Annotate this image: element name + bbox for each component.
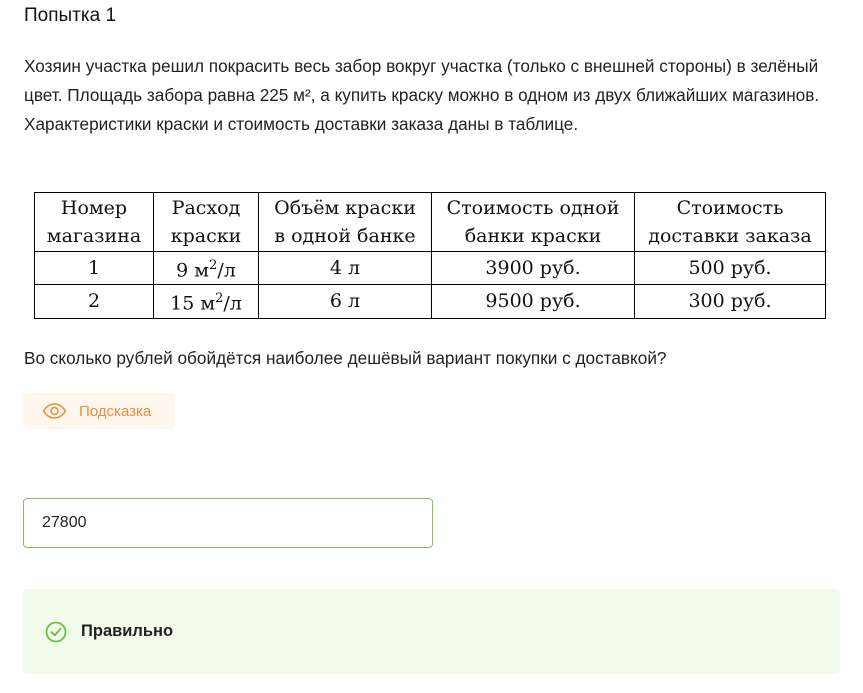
cell-price: 3900 руб. — [432, 252, 635, 285]
cell-price: 9500 руб. — [432, 285, 635, 318]
cell-delivery: 500 руб. — [635, 252, 826, 285]
cell-consumption: 15 $м^2/л$ — [154, 285, 259, 318]
hint-button[interactable] — [23, 393, 175, 429]
cell-store: 2 — [35, 285, 154, 318]
header-price: Стоимость одной банки краски — [432, 193, 635, 252]
header-delivery: Стоимость доставки заказа — [635, 193, 826, 252]
attempt-title: Попытка 1 — [24, 5, 117, 26]
cell-volume: 4 л — [259, 252, 432, 285]
cell-delivery: 300 руб. — [635, 285, 826, 318]
header-consumption: Расход краски — [154, 193, 259, 252]
eye-icon — [42, 403, 67, 419]
cell-store: 1 — [35, 252, 154, 285]
question-text: Во сколько рублей обойдётся наиболее дешёвый вариант покупки с доставкой? — [24, 348, 667, 368]
answer-input[interactable] — [23, 498, 433, 548]
check-circle-icon — [45, 621, 67, 643]
result-banner — [23, 589, 840, 674]
cell-consumption: 9 $м^2/л$ — [154, 252, 259, 285]
table-header-row — [35, 193, 826, 252]
problem-text: Хозяин участка решил покрасить весь забор вокруг участка (только с внешней стороны) в зелёный цвет. Площадь забора равна 225 м², а купить краску можно в одном из двух ближайших магазинов. Характеристики краски и стоимость доставки заказа даны в таблице. — [24, 56, 820, 134]
header-store: Номер магазина — [35, 193, 154, 252]
result-label: Правильно — [81, 622, 174, 640]
hint-label: Подсказка — [79, 402, 152, 420]
specs-table — [34, 192, 826, 319]
table-row — [35, 252, 826, 285]
cell-volume: 6 л — [259, 285, 432, 318]
table-row — [35, 285, 826, 318]
header-volume: Объём краски в одной банке — [259, 193, 432, 252]
